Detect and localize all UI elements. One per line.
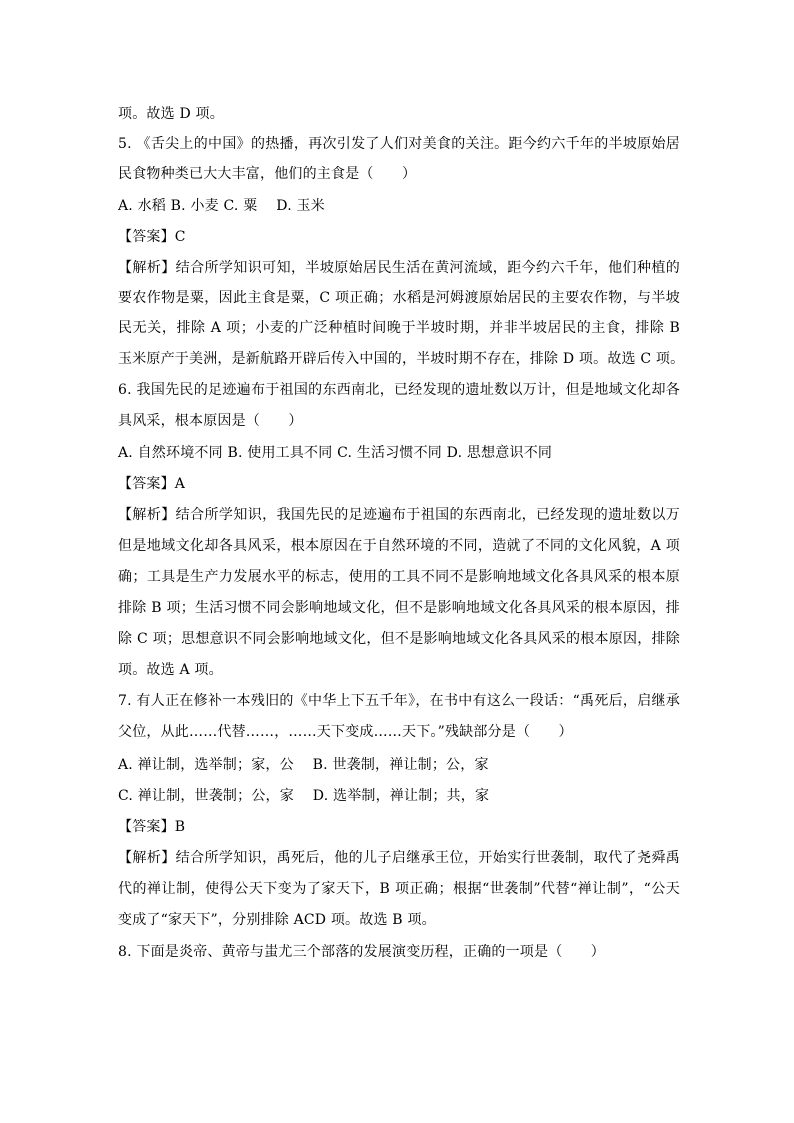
- question-6-analysis-line-5: 除 C 项；思想意识不同会影响地域文化，但不是影响地域文化各具风采的根本原因，排除: [118, 631, 680, 647]
- question-7-analysis-line-3: 变成了“家天下”，分别排除 ACD 项。故选 B 项。: [118, 912, 436, 928]
- question-7-stem-line-2: 父位，从此……代替……，……天下变成……天下。”残缺部分是（ ）: [118, 724, 573, 740]
- question-5-analysis-line-4: 玉米原产于美洲，是新航路开辟后传入中国的，半坡时期不存在，排除 D 项。故选 C 项。: [118, 351, 685, 367]
- question-7-answer: 【答案】B: [118, 819, 186, 835]
- question-5-stem-line-2: 民食物种类已大大丰富，他们的主食是（ ）: [118, 166, 417, 182]
- question-7-options-line-2: C. 禅让制，世袭制；公，家 D. 选举制，禅让制；共，家: [118, 788, 490, 804]
- question-5-answer: 【答案】C: [118, 229, 186, 245]
- text-line-q4-end: 项。故选 D 项。: [118, 106, 224, 122]
- question-6-analysis-line-2: 但是地域文化却各具风采，根本原因在于自然环境的不同，造就了不同的文化风貌，A 项: [118, 538, 680, 554]
- question-7-analysis-line-2: 代的禅让制，使得公天下变为了家天下，B 项正确；根据“世袭制”代替“禅让制”，“公天: [118, 881, 680, 897]
- question-5-options: A. 水稻 B. 小麦 C. 粟 D. 玉米: [118, 198, 325, 214]
- question-6-analysis-line-4: 排除 B 项；生活习惯不同会影响地域文化，但不是影响地域文化各具风采的根本原因，排: [118, 600, 680, 616]
- question-5-analysis-line-2: 要农作物是粟，因此主食是粟，C 项正确；水稻是河姆渡原始居民的主要农作物，与半坡: [118, 290, 680, 306]
- question-6-analysis-line-6: 项。故选 A 项。: [118, 662, 223, 678]
- question-7-options-line-1: A. 禅让制，选举制；家，公 B. 世袭制，禅让制；公，家: [118, 757, 489, 773]
- question-6-analysis-line-3: 确；工具是生产力发展水平的标志，使用的工具不同不是影响地域文化各具风采的根本原: [118, 569, 680, 585]
- question-7-analysis-line-1: 【解析】结合所学知识，禹死后，他的儿子启继承王位，开始实行世袭制，取代了尧舜禹: [118, 850, 680, 866]
- question-7-stem-line-1: 7. 有人正在修补一本残旧的《中华上下五千年》，在书中有这么一段话：“禹死后，启继承: [118, 693, 680, 709]
- question-5-stem-line-1: 5. 《舌尖上的中国》的热播，再次引发了人们对美食的关注。距今约六千年的半坡原始居: [118, 136, 680, 152]
- question-5-analysis-line-1: 【解析】结合所学知识可知，半坡原始居民生活在黄河流域，距今约六千年，他们种植的: [118, 260, 680, 276]
- question-6-answer: 【答案】A: [118, 476, 186, 492]
- question-6-stem-line-2: 具风采，根本原因是（ ）: [118, 413, 303, 429]
- question-6-options: A. 自然环境不同 B. 使用工具不同 C. 生活习惯不同 D. 思想意识不同: [118, 445, 553, 461]
- question-6-stem-line-1: 6. 我国先民的足迹遍布于祖国的东西南北，已经发现的遗址数以万计，但是地域文化却各: [118, 382, 680, 398]
- question-5-analysis-line-3: 民无关，排除 A 项；小麦的广泛种植时间晚于半坡时期，并非半坡居民的主食，排除 B: [118, 320, 680, 336]
- question-6-analysis-line-1: 【解析】结合所学知识，我国先民的足迹遍布于祖国的东西南北，已经发现的遗址数以万: [118, 507, 680, 523]
- question-8-stem: 8. 下面是炎帝、黄帝与蚩尤三个部落的发展演变历程，正确的一项是（ ）: [118, 944, 606, 960]
